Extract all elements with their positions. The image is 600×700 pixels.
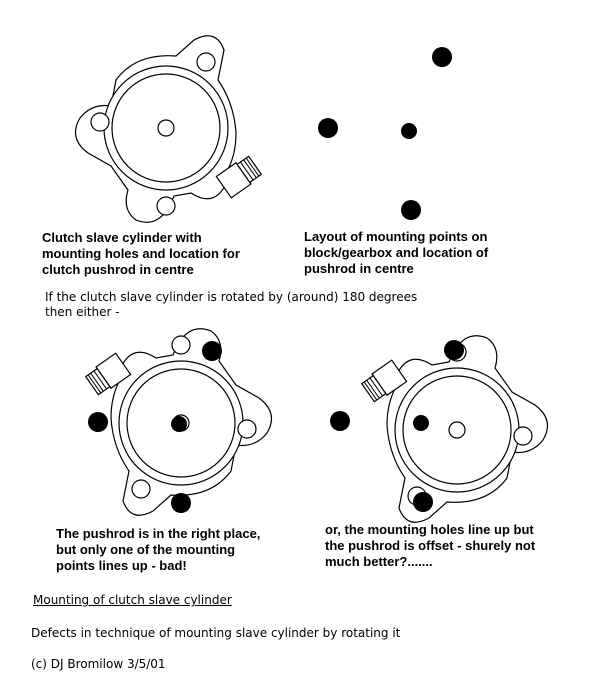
slave-cylinder-original [76,36,263,223]
mount-point-top [202,341,222,361]
rotated-cylinder-pushrod-aligned [85,329,272,516]
copyright-notice: (c) DJ Bromilow 3/5/01 [31,657,166,671]
pushrod-point [413,415,429,431]
page-title: Mounting of clutch slave cylinder [33,593,232,607]
caption-mounting-layout: Layout of mounting points on block/gearbox and location of pushrod in centre [304,229,489,276]
mount-point-top [444,340,464,360]
page-subtitle: Defects in technique of mounting slave cylinder by rotating it [31,626,401,640]
pushrod-point [401,123,417,139]
mounting-points-layout [318,47,452,220]
mount-point-left [88,412,108,432]
mount-point-bottom [401,200,421,220]
mount-point-bottom [171,493,191,513]
mount-point-bottom [413,492,433,512]
mount-point-left [318,118,338,138]
mount-point-left [330,411,350,431]
rotated-cylinder-holes-aligned [330,336,548,523]
caption-slave-cylinder: Clutch slave cylinder with mounting holes and location for clutch pushrod in centre [42,230,240,277]
caption-option-a: The pushrod is in the right place, but only one of the mounting points lines up - bad! [56,526,261,573]
mount-point-top [432,47,452,67]
pushrod-point [171,416,187,432]
rotation-note: If the clutch slave cylinder is rotated by (around) 180 degrees then either - [45,290,418,319]
caption-option-b: or, the mounting holes line up but the pushrod is offset - shurely not much better?....... [325,522,536,569]
